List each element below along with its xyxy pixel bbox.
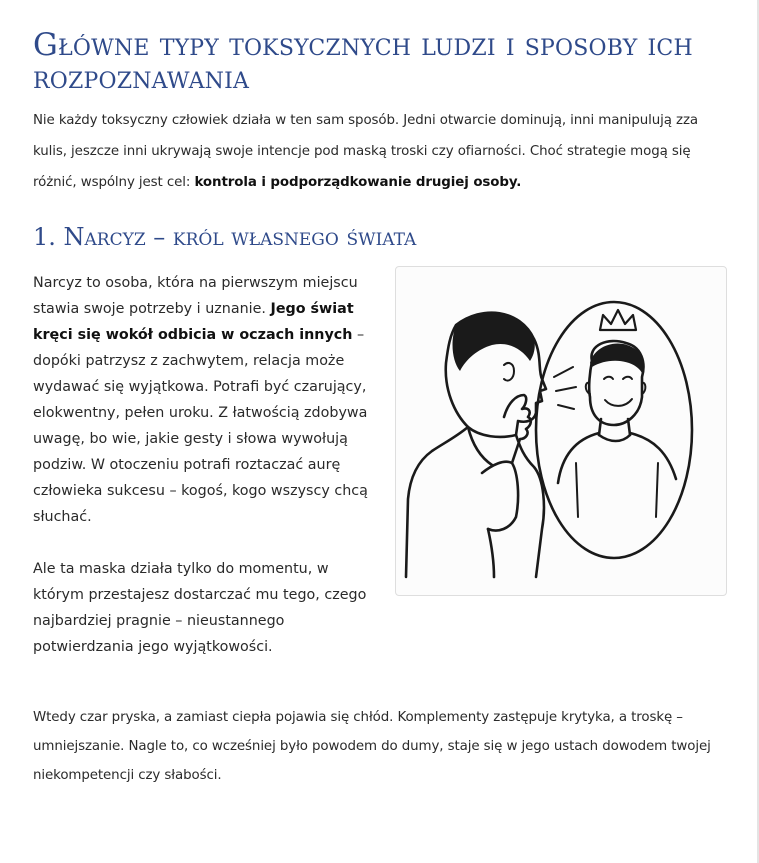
speech-lines bbox=[554, 367, 576, 409]
intro-paragraph bbox=[33, 105, 727, 198]
intro-text: Nie każdy toksyczny człowiek działa w ten sam sposób. Jedni otwarcie dominują, inni manipulują zza kulis, jeszcze inni ukrywają swoje intencje pod maską troski czy ofiarności. Choć strategie mogą się różnić, wspólny jest cel: bbox=[33, 113, 699, 190]
p1-start: Narcyz to osoba, która na pierwszym miejscu stawia swoje potrzeby i uznanie. bbox=[33, 275, 358, 317]
section-paragraph-3: Wtedy czar pryska, a zamiast ciepła pojawia się chłód. Komplementy zastępuje krytyka, a troskę – umniejszanie. Nagle to, co wcześniej było powodem do dumy, staje się w jego ustach dowodem twojej niekompetencji czy słabości. bbox=[33, 710, 711, 783]
narcissist-mirror-illustration bbox=[395, 266, 727, 596]
section-narcyz bbox=[33, 270, 727, 680]
illustration-svg bbox=[396, 267, 726, 595]
man-body bbox=[406, 427, 468, 577]
section-paragraph-1 bbox=[33, 270, 373, 530]
p1-emphasis: Jego świat kręci się wokół odbicia w oczach innych bbox=[33, 301, 354, 343]
article bbox=[33, 0, 727, 680]
section-heading-narcyz: 1. Narcyz – król własnego świata bbox=[33, 223, 417, 251]
article-title: Główne typy toksycznych ludzi i sposoby ich rozpoznawania bbox=[33, 27, 693, 96]
intro-emphasis: kontrola i podporządkowanie drugiej osoby. bbox=[194, 175, 522, 190]
p1-end: – dopóki patrzysz z zachwytem, relacja może wydawać się wyjątkowa. Potrafi być czarujący, elokwentny, pełen uroku. Z łatwością zdobywa uwagę, bo wie, jakie gesty i słowa wywołują podziw. W otoczeniu potrafi roztaczać aurę człowieka sukcesu – kogoś, kogo wszyscy chcą słuchać. bbox=[33, 327, 368, 525]
section-paragraph-2: Ale ta maska działa tylko do momentu, w którym przestajesz dostarczać mu tego, czego najbardziej pragnie – nieustannego potwierdzania jego wyjątkowości. bbox=[33, 561, 367, 655]
crown-icon bbox=[600, 310, 636, 330]
section-text-column bbox=[33, 270, 373, 660]
